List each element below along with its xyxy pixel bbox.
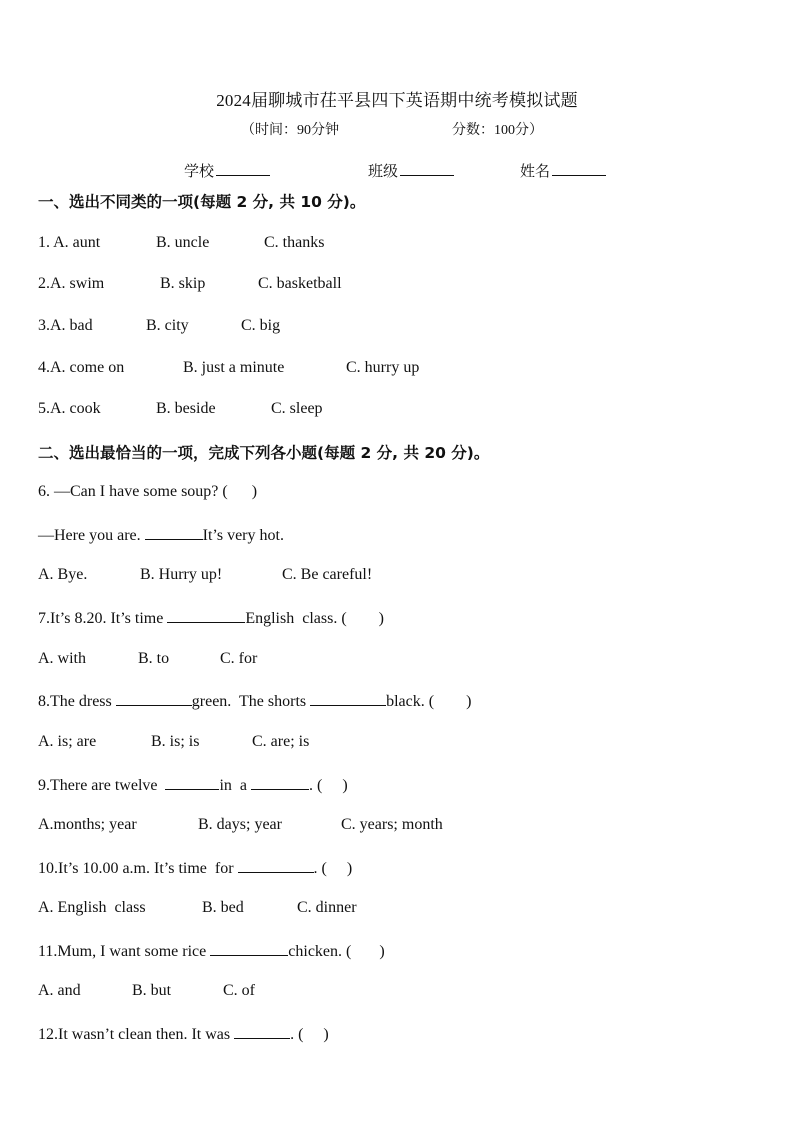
q8-option-c[interactable]: C. are; is <box>252 733 310 750</box>
q12-stem <box>38 1024 329 1044</box>
class-blank[interactable] <box>400 161 454 176</box>
q10-option-b[interactable]: B. bed <box>202 899 244 916</box>
q7-option-a[interactable]: A. with <box>38 650 86 667</box>
q9-option-a[interactable]: A.months; year <box>38 816 137 833</box>
q8-option-a[interactable]: A. is; are <box>38 733 97 750</box>
q6-option-c[interactable]: C. Be careful! <box>282 566 373 583</box>
name-label: 姓名 <box>520 164 551 180</box>
q1-option-b[interactable]: B. uncle <box>156 234 210 251</box>
q7-blank[interactable] <box>167 608 245 623</box>
q6-option-a[interactable]: A. Bye. <box>38 566 88 583</box>
q1-option-a[interactable]: 1. A. aunt <box>38 234 101 251</box>
q4-option-a[interactable]: 4.A. come on <box>38 359 125 376</box>
q8-stem-mid: green. The shorts <box>191 693 311 710</box>
q6-blank[interactable] <box>145 525 203 540</box>
q7-option-c[interactable]: C. for <box>220 650 258 667</box>
q7-stem-post: English class. ( ) <box>245 610 384 627</box>
class-field[interactable] <box>368 160 454 181</box>
q3-option-b[interactable]: B. city <box>146 317 189 334</box>
q9-option-b[interactable]: B. days; year <box>198 816 282 833</box>
q10-stem-pre: 10.It’s 10.00 a.m. It’s time for <box>38 860 238 877</box>
q6-response-post: It’s very hot. <box>202 527 284 544</box>
q8-stem-pre: 8.The dress <box>38 693 116 710</box>
exam-title: 2024届聊城市茌平县四下英语期中统考模拟试题 <box>216 91 578 110</box>
q9-stem <box>38 775 348 795</box>
school-label: 学校 <box>184 164 215 180</box>
q8-stem <box>38 691 471 711</box>
q3-option-a[interactable]: 3.A. bad <box>38 317 93 334</box>
section-1-heading: 一、选出不同类的一项(每题 2 分, 共 10 分)。 <box>38 193 366 211</box>
q6-response-pre: —Here you are. <box>38 527 145 544</box>
time-info: （时间：90分钟 <box>241 123 339 138</box>
q1-option-c[interactable]: C. thanks <box>264 234 325 251</box>
q8-option-b[interactable]: B. is; is <box>151 733 200 750</box>
q9-blank-2[interactable] <box>251 775 309 790</box>
name-blank[interactable] <box>552 161 606 176</box>
q8-stem-post: black. ( ) <box>386 693 472 710</box>
q11-option-a[interactable]: A. and <box>38 982 81 999</box>
school-blank[interactable] <box>216 161 270 176</box>
q6-response <box>38 525 284 545</box>
q12-stem-post: . ( ) <box>290 1026 329 1043</box>
q6-stem: 6. —Can I have some soup? ( ) <box>38 483 258 500</box>
q7-option-b[interactable]: B. to <box>138 650 170 667</box>
q5-option-a[interactable]: 5.A. cook <box>38 400 101 417</box>
q2-option-b[interactable]: B. skip <box>160 275 206 292</box>
q9-blank-1[interactable] <box>165 775 219 790</box>
q10-blank[interactable] <box>238 858 314 873</box>
q7-stem <box>38 608 384 628</box>
q3-option-c[interactable]: C. big <box>241 317 281 334</box>
section-2-heading: 二、选出最恰当的一项，完成下列各小题(每题 2 分, 共 20 分)。 <box>38 444 490 462</box>
q10-stem <box>38 858 352 878</box>
q8-blank-1[interactable] <box>116 691 192 706</box>
q7-stem-pre: 7.It’s 8.20. It’s time <box>38 610 168 627</box>
q4-option-b[interactable]: B. just a minute <box>183 359 285 376</box>
q11-option-b[interactable]: B. but <box>132 982 172 999</box>
q8-blank-2[interactable] <box>310 691 386 706</box>
q9-stem-mid: in a <box>219 777 252 794</box>
q10-option-c[interactable]: C. dinner <box>297 899 357 916</box>
class-label: 班级 <box>368 164 399 180</box>
q11-stem <box>38 941 385 961</box>
q9-stem-pre: 9.There are twelve <box>38 777 166 794</box>
score-info: 分数：100分） <box>452 123 543 138</box>
q11-option-c[interactable]: C. of <box>223 982 255 999</box>
q2-option-a[interactable]: 2.A. swim <box>38 275 105 292</box>
school-field[interactable] <box>184 160 270 181</box>
q5-option-b[interactable]: B. beside <box>156 400 216 417</box>
q5-option-c[interactable]: C. sleep <box>271 400 323 417</box>
q11-stem-pre: 11.Mum, I want some rice <box>38 943 211 960</box>
q10-option-a[interactable]: A. English class <box>38 899 146 916</box>
q12-blank[interactable] <box>234 1024 290 1039</box>
q11-blank[interactable] <box>210 941 288 956</box>
name-field[interactable] <box>520 160 606 181</box>
q2-option-c[interactable]: C. basketball <box>258 275 342 292</box>
q12-stem-pre: 12.It wasn’t clean then. It was <box>38 1026 235 1043</box>
q4-option-c[interactable]: C. hurry up <box>346 359 420 376</box>
q6-option-b[interactable]: B. Hurry up! <box>140 566 223 583</box>
q11-stem-post: chicken. ( ) <box>288 943 385 960</box>
q9-option-c[interactable]: C. years; month <box>341 816 443 833</box>
q9-stem-post: . ( ) <box>309 777 348 794</box>
q10-stem-post: . ( ) <box>313 860 353 877</box>
